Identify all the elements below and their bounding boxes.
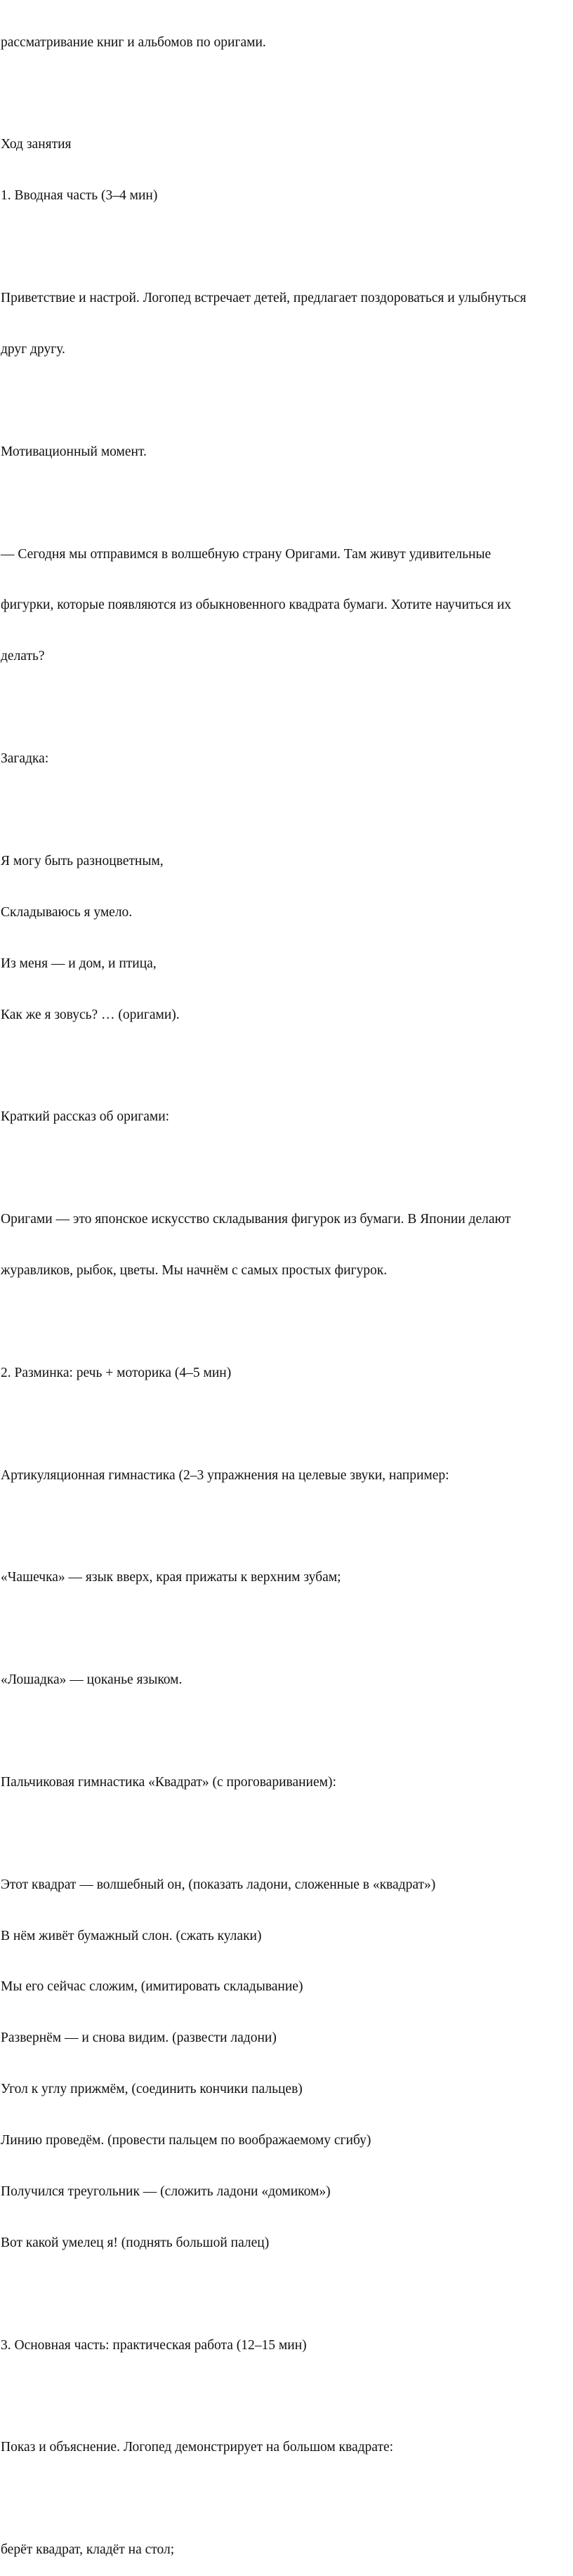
exercise-line: Мы его сейчас сложим, (имитировать складывание) xyxy=(1,1979,303,1995)
exercise-line: Угол к углу прижмём, (соединить кончики пальцев) xyxy=(1,2082,303,2097)
blank-line xyxy=(1,1314,569,1330)
exercise-line: В нём живёт бумажный слон. (сжать кулаки) xyxy=(1,1928,262,1943)
text-line: Артикуляционная гимнастика (2–3 упражнения на целевые звуки, например: xyxy=(1,1467,449,1483)
text-line: «Чашечка» — язык вверх, края прижаты к верхним зубам; xyxy=(1,1570,341,1585)
section-heading: 1. Вводная часть (3–4 мин) xyxy=(1,188,158,204)
text-line: Пальчиковая гимнастика «Квадрат» (с проговариванием): xyxy=(1,1774,336,1790)
section-heading: 2. Разминка: речь + моторика (4–5 мин) xyxy=(1,1365,232,1380)
text-line: фигурки, которые появляются из обыкновенного квадрата бумаги. Хотите научиться их xyxy=(1,597,512,613)
blank-line xyxy=(1,1723,569,1740)
blank-line xyxy=(1,392,569,409)
exercise-line: Линию проведём. (провести пальцем по воображаемому сгибу) xyxy=(1,2133,371,2148)
exercise-line: Получился треугольник — (сложить ладони «домиком») xyxy=(1,2184,331,2199)
blank-line xyxy=(1,802,569,819)
blank-line xyxy=(1,1518,569,1535)
text-line: Загадка: xyxy=(1,751,49,767)
blank-line xyxy=(1,85,569,102)
text-line: «Лошадка» — цоканье языком. xyxy=(1,1672,183,1688)
riddle-line: Складываюсь я умело. xyxy=(1,904,133,920)
riddle-line: Из меня — и дом, и птица, xyxy=(1,956,157,971)
text-line: берёт квадрат, кладёт на стол; xyxy=(1,2542,175,2558)
riddle-line: Я могу быть разноцветным, xyxy=(1,853,164,868)
text-line: рассматривание книг и альбомов по оригами. xyxy=(1,34,266,50)
blank-line xyxy=(1,1416,569,1433)
text-line: Краткий рассказ об оригами: xyxy=(1,1109,170,1125)
blank-line xyxy=(1,699,569,716)
text-line: друг другу. xyxy=(1,341,65,357)
document-body xyxy=(1,0,569,2576)
blank-line xyxy=(1,1160,569,1177)
text-line: Приветствие и настрой. Логопед встречает детей, предлагает поздороваться и улыбнуться xyxy=(1,291,527,306)
text-line: Мотивационный момент. xyxy=(1,444,147,459)
riddle-line: Как же я зовусь? … (оригами). xyxy=(1,1007,180,1022)
blank-line xyxy=(1,495,569,512)
blank-line xyxy=(1,239,569,256)
exercise-line: Этот квадрат — волшебный он, (показать ладони, сложенные в «квадрат») xyxy=(1,1877,436,1892)
section-heading: 3. Основная часть: практическая работа (12–15 мин) xyxy=(1,2337,307,2353)
section-heading: Ход занятия xyxy=(1,137,72,152)
blank-line xyxy=(1,2286,569,2303)
blank-line xyxy=(1,2490,569,2507)
text-line: — Сегодня мы отправимся в волшебную страну Оригами. Там живут удивительные xyxy=(1,546,492,562)
exercise-line: Развернём — и снова видим. (развести ладони) xyxy=(1,2030,277,2046)
text-line: Оригами — это японское искусство складывания фигурок из бумаги. В Японии делают xyxy=(1,1212,511,1227)
blank-line xyxy=(1,1620,569,1637)
blank-line xyxy=(1,2389,569,2405)
text-line: журавликов, рыбок, цветы. Мы начнём с самых простых фигурок. xyxy=(1,1262,388,1278)
text-line: делать? xyxy=(1,649,45,664)
blank-line xyxy=(1,1825,569,1842)
exercise-line: Вот какой умелец я! (поднять большой палец) xyxy=(1,2235,270,2250)
blank-line xyxy=(1,1057,569,1074)
text-line: Показ и объяснение. Логопед демонстрирует на большом квадрате: xyxy=(1,2440,394,2455)
